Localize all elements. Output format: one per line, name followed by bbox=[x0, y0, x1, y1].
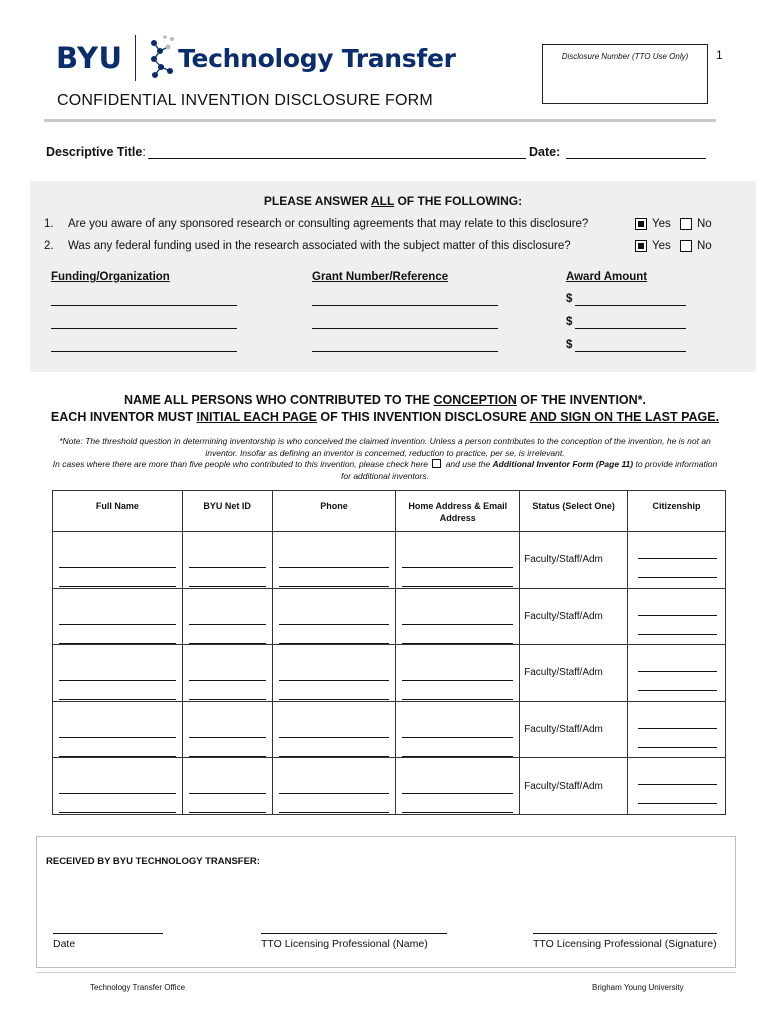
molecule-icon bbox=[146, 33, 176, 83]
checkbox-checked-icon bbox=[635, 240, 647, 252]
questions-heading-all: ALL bbox=[371, 194, 395, 208]
cell-fill-lines bbox=[279, 662, 390, 700]
phone-cell[interactable] bbox=[272, 532, 396, 589]
grant-number-field-1[interactable] bbox=[312, 305, 498, 306]
line1-conception: CONCEPTION bbox=[433, 393, 517, 407]
fill-line[interactable] bbox=[402, 775, 513, 794]
column-header: Home Address & Email Address bbox=[396, 491, 520, 532]
footer-university: Brigham Young University bbox=[592, 983, 684, 992]
cell-fill-lines bbox=[402, 662, 513, 700]
inventorship-note bbox=[52, 436, 718, 482]
fill-line[interactable] bbox=[189, 606, 266, 625]
fill-line[interactable] bbox=[402, 662, 513, 681]
status-select[interactable]: Faculty/Staff/Adm bbox=[520, 701, 628, 758]
fill-line[interactable] bbox=[279, 662, 390, 681]
status-select[interactable]: Faculty/Staff/Adm bbox=[520, 532, 628, 589]
status-select[interactable]: Faculty/Staff/Adm bbox=[520, 758, 628, 815]
address-email-cell[interactable] bbox=[396, 645, 520, 702]
dollar-sign: $ bbox=[566, 316, 573, 328]
note-line-1: *Note: The threshold question in determining inventorship is who conceived the claimed invention. Unless a person contributes to the conception of the invention, he is not an inventor. Insofar as defining an inventor is concerned, reduction to practice, per se, is irrelevant. bbox=[59, 436, 711, 458]
inventor-row bbox=[53, 701, 726, 758]
award-amount-field-2[interactable] bbox=[575, 328, 686, 329]
fill-line[interactable] bbox=[638, 597, 717, 616]
disclosure-number-box[interactable] bbox=[542, 44, 708, 104]
inventors-instruction-line-2 bbox=[0, 409, 770, 426]
phone-cell[interactable] bbox=[272, 645, 396, 702]
fill-line[interactable] bbox=[402, 719, 513, 738]
funding-org-field-1[interactable] bbox=[51, 305, 237, 306]
grant-number-field-3[interactable] bbox=[312, 351, 498, 352]
fill-line[interactable] bbox=[59, 625, 176, 644]
question-1-number: 1. bbox=[44, 218, 54, 230]
line2-pre: EACH INVENTOR MUST bbox=[50, 410, 197, 424]
fill-line[interactable] bbox=[638, 653, 717, 672]
phone-cell[interactable] bbox=[272, 701, 396, 758]
note-line-2 bbox=[52, 459, 718, 482]
note2-mid: and use the bbox=[445, 459, 491, 469]
address-email-cell[interactable] bbox=[396, 588, 520, 645]
cell-fill-lines bbox=[638, 597, 717, 635]
fill-line[interactable] bbox=[279, 738, 390, 757]
question-2-yes-label: Yes bbox=[652, 240, 671, 252]
status-select[interactable]: Faculty/Staff/Adm bbox=[520, 588, 628, 645]
descriptive-title-text: Descriptive Title bbox=[46, 145, 143, 159]
fill-line[interactable] bbox=[402, 681, 513, 700]
fill-line[interactable] bbox=[59, 738, 176, 757]
inventors-instruction-line-1 bbox=[0, 392, 770, 409]
fill-line[interactable] bbox=[279, 625, 390, 644]
fill-line[interactable] bbox=[279, 775, 390, 794]
page-number: 1 bbox=[716, 48, 723, 62]
logo-technology-transfer-text: Technology Transfer bbox=[178, 43, 456, 73]
column-header: Full Name bbox=[53, 491, 183, 532]
additional-inventors-checkbox[interactable] bbox=[432, 459, 441, 468]
phone-cell[interactable] bbox=[272, 588, 396, 645]
fill-line[interactable] bbox=[189, 549, 266, 568]
cell-fill-lines bbox=[189, 662, 266, 700]
disclosure-number-label: Disclosure Number (TTO Use Only) bbox=[561, 52, 689, 61]
column-header: Citizenship bbox=[628, 491, 726, 532]
fill-line[interactable] bbox=[59, 568, 176, 587]
fill-line[interactable] bbox=[59, 719, 176, 738]
net-id-cell[interactable] bbox=[182, 532, 272, 589]
fill-line[interactable] bbox=[279, 681, 390, 700]
descriptive-title-colon: : bbox=[142, 145, 146, 159]
tto-name-label: TTO Licensing Professional (Name) bbox=[261, 938, 428, 950]
date-field[interactable] bbox=[566, 158, 706, 159]
cell-fill-lines bbox=[59, 719, 176, 757]
fill-line[interactable] bbox=[279, 568, 390, 587]
fill-line[interactable] bbox=[59, 662, 176, 681]
line2-mid: OF THIS INVENTION DISCLOSURE bbox=[316, 410, 530, 424]
address-email-cell[interactable] bbox=[396, 701, 520, 758]
line1-post: OF THE INVENTION*. bbox=[516, 393, 647, 407]
fill-line[interactable] bbox=[189, 719, 266, 738]
fill-line[interactable] bbox=[638, 710, 717, 729]
dollar-sign: $ bbox=[566, 293, 573, 305]
funding-org-field-3[interactable] bbox=[51, 351, 237, 352]
question-1-no-label: No bbox=[697, 218, 712, 230]
cell-fill-lines bbox=[59, 549, 176, 587]
cell-fill-lines bbox=[59, 606, 176, 644]
line2-initial-each-page: INITIAL EACH PAGE bbox=[196, 410, 317, 424]
cell-fill-lines bbox=[279, 606, 390, 644]
citizenship-cell[interactable] bbox=[628, 758, 726, 815]
fill-line[interactable] bbox=[189, 625, 266, 644]
fill-line[interactable] bbox=[402, 625, 513, 644]
funding-org-field-2[interactable] bbox=[51, 328, 237, 329]
phone-cell[interactable] bbox=[272, 758, 396, 815]
fill-line[interactable] bbox=[279, 606, 390, 625]
question-2-number: 2. bbox=[44, 240, 54, 252]
fill-line[interactable] bbox=[638, 729, 717, 748]
questions-heading-pre: PLEASE ANSWER bbox=[263, 194, 372, 208]
cell-fill-lines bbox=[189, 606, 266, 644]
fill-line[interactable] bbox=[638, 766, 717, 785]
fill-line[interactable] bbox=[189, 681, 266, 700]
citizenship-cell[interactable] bbox=[628, 701, 726, 758]
citizenship-cell[interactable] bbox=[628, 532, 726, 589]
inventors-table-header bbox=[53, 491, 726, 532]
question-1-yes-checkbox[interactable] bbox=[635, 218, 671, 230]
title-divider bbox=[44, 119, 716, 122]
question-1-text: Are you aware of any sponsored research or consulting agreements that may relate to this disclosure? bbox=[68, 218, 589, 230]
citizenship-cell[interactable] bbox=[628, 645, 726, 702]
question-2-yes-checkbox[interactable] bbox=[635, 240, 671, 252]
fill-line[interactable] bbox=[402, 568, 513, 587]
fill-line[interactable] bbox=[59, 794, 176, 813]
fill-line[interactable] bbox=[402, 549, 513, 568]
fill-line[interactable] bbox=[189, 662, 266, 681]
column-header: BYU Net ID bbox=[182, 491, 272, 532]
column-header: Status (Select One) bbox=[520, 491, 628, 532]
note2-post: to provide information for additional inventors. bbox=[341, 459, 718, 481]
descriptive-title-field[interactable] bbox=[148, 158, 526, 159]
column-header: Phone bbox=[272, 491, 396, 532]
address-email-cell[interactable] bbox=[396, 532, 520, 589]
fill-line[interactable] bbox=[59, 681, 176, 700]
full-name-cell[interactable] bbox=[53, 588, 183, 645]
inventors-instructions bbox=[0, 392, 770, 426]
line2-sign-last-page: AND SIGN ON THE LAST PAGE. bbox=[529, 410, 720, 424]
cell-fill-lines bbox=[189, 719, 266, 757]
line1-pre: NAME ALL PERSONS WHO CONTRIBUTED TO THE bbox=[123, 393, 434, 407]
cell-fill-lines bbox=[59, 662, 176, 700]
award-amount-header: Award Amount bbox=[566, 271, 648, 283]
inventors-table bbox=[52, 490, 726, 815]
fill-line[interactable] bbox=[638, 616, 717, 635]
net-id-cell[interactable] bbox=[182, 645, 272, 702]
question-2 bbox=[44, 240, 571, 252]
note2-pre: In cases where there are more than five people who contributed to this invention, please check here bbox=[52, 459, 428, 469]
fill-line[interactable] bbox=[59, 606, 176, 625]
logo-separator bbox=[135, 35, 137, 81]
fill-line[interactable] bbox=[189, 794, 266, 813]
cell-fill-lines bbox=[279, 549, 390, 587]
full-name-cell[interactable] bbox=[53, 532, 183, 589]
inventor-row bbox=[53, 758, 726, 815]
full-name-cell[interactable] bbox=[53, 701, 183, 758]
cell-fill-lines bbox=[402, 606, 513, 644]
checkbox-empty-icon bbox=[680, 218, 692, 230]
cell-fill-lines bbox=[189, 549, 266, 587]
fill-line[interactable] bbox=[189, 775, 266, 794]
cell-fill-lines bbox=[638, 653, 717, 691]
address-email-cell[interactable] bbox=[396, 758, 520, 815]
received-by-section bbox=[36, 836, 736, 968]
questions-section bbox=[30, 181, 756, 372]
cell-fill-lines bbox=[402, 719, 513, 757]
grant-number-field-2[interactable] bbox=[312, 328, 498, 329]
additional-inventor-form-ref: Additional Inventor Form (Page 11) bbox=[492, 459, 634, 469]
checkbox-checked-icon bbox=[635, 218, 647, 230]
cell-fill-lines bbox=[279, 775, 390, 813]
award-amount-field-3[interactable] bbox=[575, 351, 686, 352]
net-id-cell[interactable] bbox=[182, 758, 272, 815]
fill-line[interactable] bbox=[638, 540, 717, 559]
fill-line[interactable] bbox=[59, 775, 176, 794]
dollar-sign: $ bbox=[566, 339, 573, 351]
form-title: CONFIDENTIAL INVENTION DISCLOSURE FORM bbox=[57, 92, 433, 109]
fill-line[interactable] bbox=[279, 549, 390, 568]
descriptive-title-label bbox=[46, 145, 146, 159]
cell-fill-lines bbox=[279, 719, 390, 757]
fill-line[interactable] bbox=[638, 672, 717, 691]
logo-byu-text: BYU bbox=[56, 41, 123, 75]
cell-fill-lines bbox=[402, 775, 513, 813]
cell-fill-lines bbox=[402, 549, 513, 587]
funding-organization-header: Funding/Organization bbox=[51, 271, 170, 283]
footer-divider bbox=[36, 972, 736, 973]
fill-line[interactable] bbox=[402, 794, 513, 813]
received-date-field[interactable] bbox=[53, 933, 163, 934]
question-1 bbox=[44, 218, 588, 230]
received-by-title: RECEIVED BY BYU TECHNOLOGY TRANSFER: bbox=[46, 856, 260, 867]
net-id-cell[interactable] bbox=[182, 701, 272, 758]
tto-name-field[interactable] bbox=[261, 933, 447, 934]
fill-line[interactable] bbox=[59, 549, 176, 568]
received-date-label: Date bbox=[53, 938, 76, 950]
inventor-row bbox=[53, 588, 726, 645]
byu-tech-transfer-logo bbox=[56, 30, 456, 86]
checkbox-empty-icon bbox=[680, 240, 692, 252]
question-1-no-checkbox[interactable] bbox=[680, 218, 712, 230]
citizenship-cell[interactable] bbox=[628, 588, 726, 645]
fill-line[interactable] bbox=[189, 568, 266, 587]
fill-line[interactable] bbox=[638, 785, 717, 804]
fill-line[interactable] bbox=[638, 559, 717, 578]
inventor-row bbox=[53, 532, 726, 589]
grant-number-header: Grant Number/Reference bbox=[312, 271, 449, 283]
full-name-cell[interactable] bbox=[53, 758, 183, 815]
question-2-text: Was any federal funding used in the research associated with the subject matter of this disclosure? bbox=[68, 240, 571, 252]
inventor-row bbox=[53, 645, 726, 702]
footer-office: Technology Transfer Office bbox=[90, 983, 186, 992]
net-id-cell[interactable] bbox=[182, 588, 272, 645]
full-name-cell[interactable] bbox=[53, 645, 183, 702]
question-1-yes-label: Yes bbox=[652, 218, 671, 230]
cell-fill-lines bbox=[638, 766, 717, 804]
fill-line[interactable] bbox=[402, 606, 513, 625]
date-label: Date: bbox=[529, 145, 561, 159]
tto-signature-label: TTO Licensing Professional (Signature) bbox=[533, 938, 717, 950]
questions-heading-post: OF THE FOLLOWING: bbox=[394, 194, 523, 208]
fill-line[interactable] bbox=[279, 719, 390, 738]
question-2-no-label: No bbox=[697, 240, 712, 252]
question-2-no-checkbox[interactable] bbox=[680, 240, 712, 252]
cell-fill-lines bbox=[638, 540, 717, 578]
tto-signature-field[interactable] bbox=[533, 933, 717, 934]
fill-line[interactable] bbox=[189, 738, 266, 757]
award-amount-field-1[interactable] bbox=[575, 305, 686, 306]
fill-line[interactable] bbox=[402, 738, 513, 757]
status-select[interactable]: Faculty/Staff/Adm bbox=[520, 645, 628, 702]
cell-fill-lines bbox=[638, 710, 717, 748]
fill-line[interactable] bbox=[279, 794, 390, 813]
cell-fill-lines bbox=[189, 775, 266, 813]
questions-heading bbox=[30, 194, 756, 208]
cell-fill-lines bbox=[59, 775, 176, 813]
